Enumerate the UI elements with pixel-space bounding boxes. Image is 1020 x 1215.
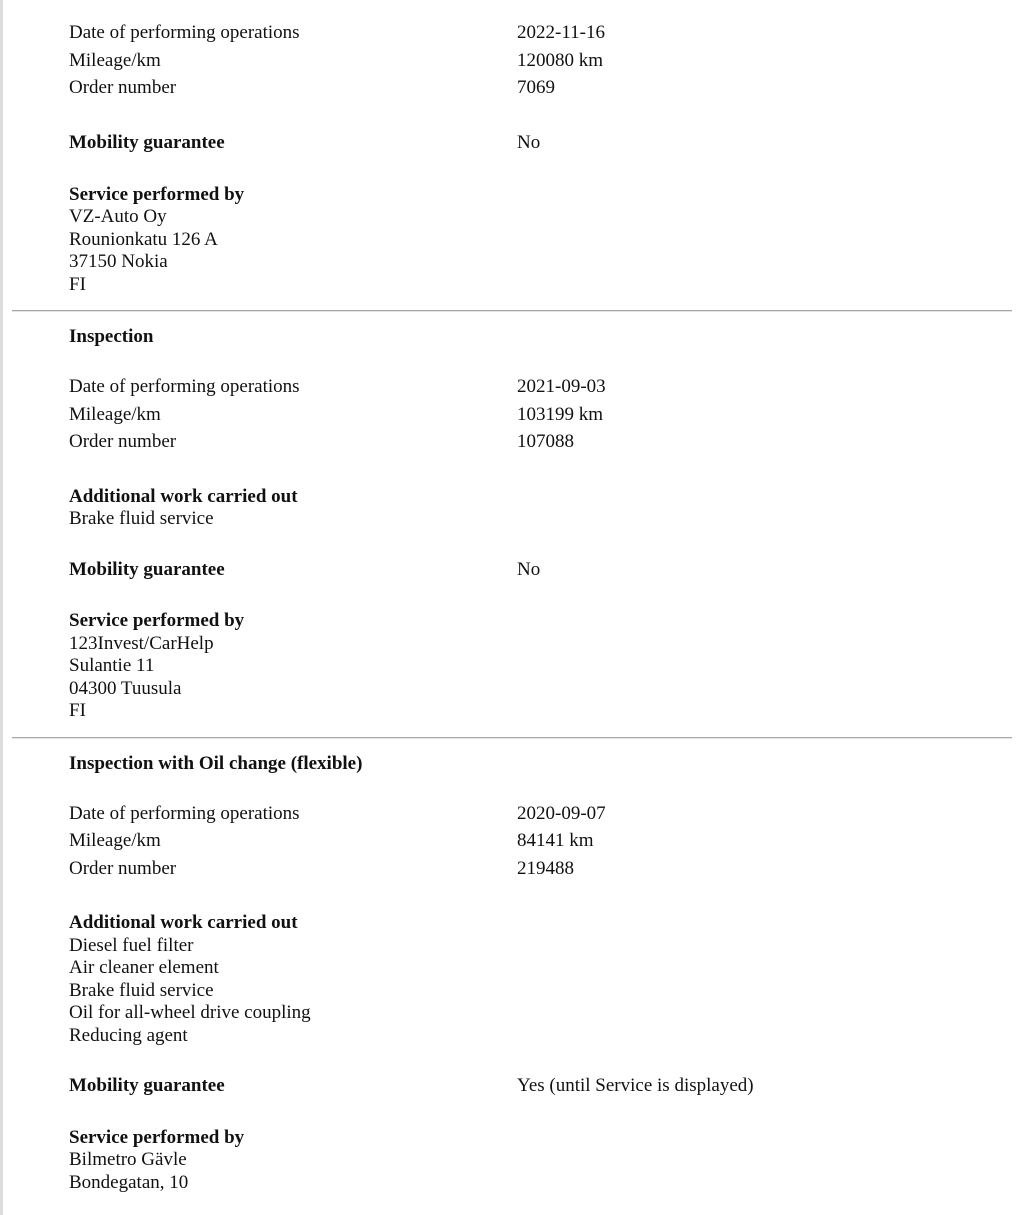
performer-street: Sulantie 11 <box>69 655 155 676</box>
mobility-label: Mobility guarantee <box>69 558 225 580</box>
mileage-label: Mileage/km <box>69 49 161 71</box>
mileage-row <box>69 47 1020 75</box>
mileage-label: Mileage/km <box>69 830 161 851</box>
additional-work-item: Air cleaner element <box>69 957 219 978</box>
performer-heading: Service performed by <box>69 183 245 205</box>
performer-country: FI <box>69 700 86 721</box>
mileage-row <box>69 401 1020 429</box>
additional-work-item: Oil for all-wheel drive coupling <box>69 1002 311 1023</box>
performer-name: 123Invest/CarHelp <box>69 632 214 654</box>
service-entry <box>0 739 1020 1195</box>
performer-city: 04300 Tuusula <box>69 677 182 699</box>
mileage-label: Mileage/km <box>69 403 161 425</box>
date-label: Date of performing operations <box>69 376 300 397</box>
date-row <box>69 19 1020 47</box>
date-value: 2021-09-03 <box>517 376 606 397</box>
mobility-value: No <box>517 558 541 580</box>
order-row <box>69 428 1020 456</box>
mileage-value: 120080 km <box>517 49 604 71</box>
date-value: 2022-11-16 <box>517 22 605 43</box>
service-entry <box>0 0 1020 296</box>
mobility-row <box>69 1072 1020 1100</box>
date-value: 2020-09-07 <box>517 802 606 824</box>
performer-street: Bondegatan, 10 <box>69 1171 189 1193</box>
service-type-title: Inspection <box>69 326 154 347</box>
order-label: Order number <box>69 857 177 879</box>
order-value: 107088 <box>517 431 574 452</box>
additional-work-item: Reducing agent <box>69 1024 188 1046</box>
mobility-label: Mobility guarantee <box>69 1075 225 1096</box>
performer-name: Bilmetro Gävle <box>69 1149 187 1170</box>
date-row <box>69 800 1020 828</box>
additional-work-heading: Additional work carried out <box>69 485 298 507</box>
order-value: 7069 <box>517 77 555 98</box>
performer-heading: Service performed by <box>69 1126 245 1148</box>
performer-name: VZ-Auto Oy <box>69 206 167 227</box>
mobility-label: Mobility guarantee <box>69 132 225 153</box>
performer-street: Rounionkatu 126 A <box>69 228 218 250</box>
performer-country: FI <box>69 273 86 295</box>
mobility-value: No <box>517 132 541 153</box>
order-label: Order number <box>69 431 177 452</box>
order-label: Order number <box>69 77 177 98</box>
order-row <box>69 855 1020 883</box>
mileage-value: 103199 km <box>517 403 604 425</box>
mobility-value: Yes (until Service is displayed) <box>517 1075 754 1096</box>
mobility-row <box>69 129 1020 157</box>
order-row <box>69 74 1020 102</box>
performer-city: 37150 Nokia <box>69 251 168 272</box>
date-row <box>69 373 1020 401</box>
order-value: 219488 <box>517 857 574 879</box>
performer-heading: Service performed by <box>69 610 245 631</box>
date-label: Date of performing operations <box>69 802 300 824</box>
service-type-title: Inspection with Oil change (flexible) <box>69 752 363 774</box>
mobility-row <box>69 556 1020 584</box>
service-entry <box>0 312 1020 723</box>
additional-work-heading: Additional work carried out <box>69 912 298 933</box>
date-label: Date of performing operations <box>69 22 300 43</box>
additional-work-item: Brake fluid service <box>69 508 214 529</box>
additional-work-item: Brake fluid service <box>69 979 214 1001</box>
mileage-row <box>69 827 1020 855</box>
mileage-value: 84141 km <box>517 830 594 851</box>
additional-work-item: Diesel fuel filter <box>69 934 194 956</box>
